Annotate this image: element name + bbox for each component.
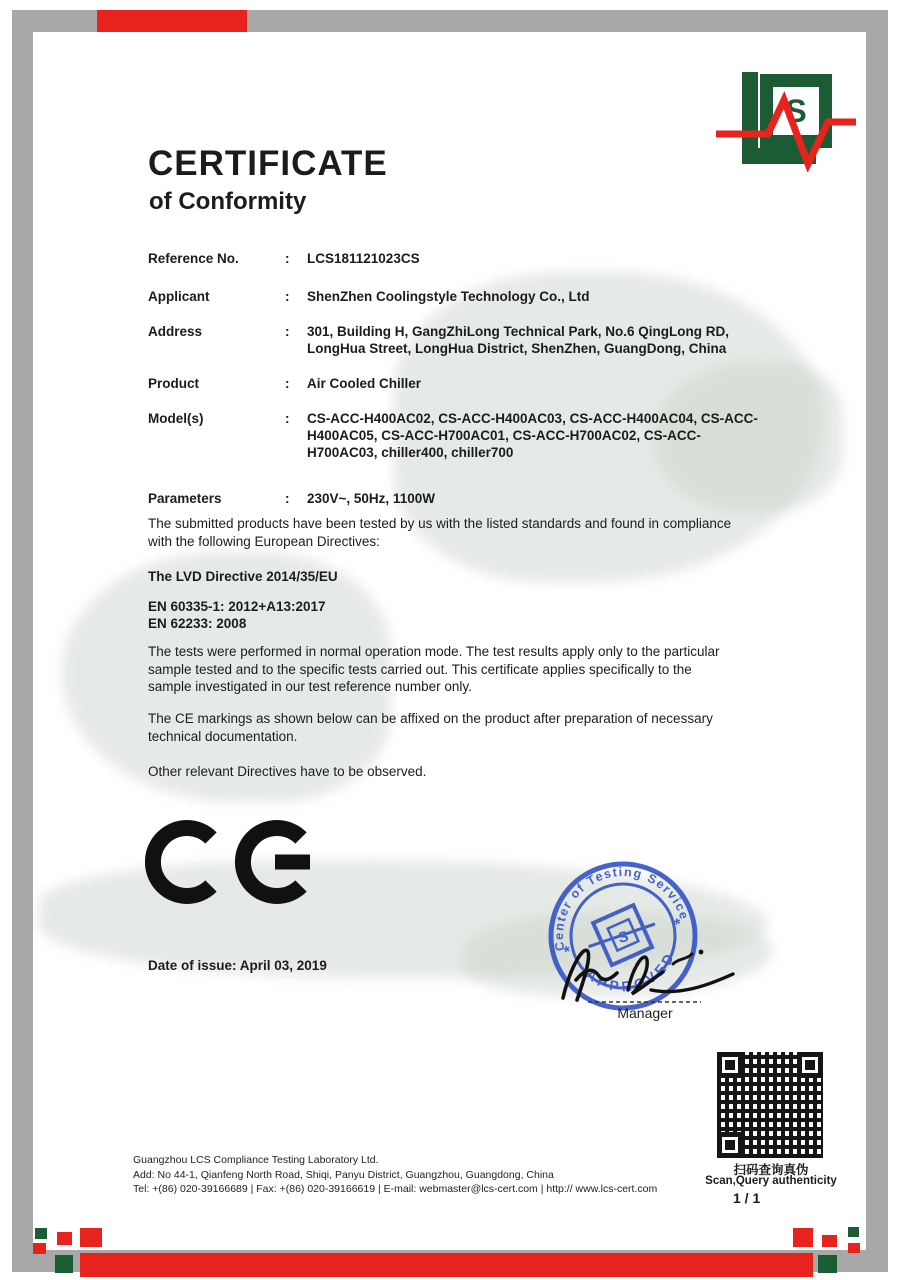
tests-paragraph: The tests were performed in normal operation mode. The test results apply only to the particular sample tested and to the specific tests carried out. This certificate applies specifically to the sample investigated in our test reference number only. (148, 644, 720, 694)
intro-paragraph: The submitted products have been tested by us with the listed standards and found in compliance with the following European Directives: (148, 516, 732, 549)
stamp-star-left: * (562, 943, 573, 962)
field-applicant (148, 288, 768, 305)
field-label: Applicant (148, 289, 210, 304)
issuer-name: Guangzhou LCS Compliance Testing Laboratory Ltd. (133, 1154, 379, 1166)
field-product (148, 375, 768, 392)
deco-square (793, 1228, 813, 1247)
certificate-subtitle: of Conformity (149, 188, 307, 215)
deco-square (33, 1243, 46, 1254)
field-label: Model(s) (148, 411, 204, 426)
issuer-address: Add: No 44-1, Qianfeng North Road, Shiqi, Panyu District, Guangzhou, Guangdong, China (133, 1168, 554, 1181)
field-colon: : (285, 324, 290, 339)
issuer-footer (133, 1153, 657, 1197)
top-red-bar (97, 10, 247, 32)
lcs-logo (716, 72, 856, 177)
ce-mark (145, 810, 355, 919)
deco-square (35, 1228, 47, 1239)
stamp-approved-text: APPROVED (582, 947, 679, 995)
stamp-logo-letter: S (616, 927, 631, 947)
field-label: Address (148, 324, 203, 339)
field-models (148, 410, 768, 461)
logo-letter: S (785, 93, 807, 129)
deco-square (57, 1232, 72, 1245)
field-reference-no (148, 250, 768, 267)
date-of-issue: Date of issue: April 03, 2019 (148, 958, 327, 973)
frame-right (866, 10, 888, 1272)
ce-letter-c (153, 828, 211, 896)
certificate-page (33, 32, 866, 1250)
field-colon: : (285, 376, 290, 391)
deco-square (848, 1227, 859, 1237)
deco-square (80, 1228, 102, 1247)
deco-square (848, 1243, 860, 1253)
other-directives-paragraph: Other relevant Directives have to be observed. (148, 764, 427, 779)
field-value: Air Cooled Chiller (307, 376, 422, 391)
field-value: 230V~, 50Hz, 1100W (307, 491, 435, 506)
field-parameters (148, 490, 768, 507)
qr-caption-chinese: 扫码查询真伪 (733, 1163, 809, 1177)
field-value: 301, Building H, GangZhiLong Technical Park, No.6 QingLong RD, LongHua Street, LongHua District, ShenZhen, GuangDong, China (307, 324, 730, 356)
frame-left (12, 10, 33, 1272)
field-colon: : (285, 491, 290, 506)
signer-title: Manager (617, 1005, 673, 1021)
lvd-directive: The LVD Directive 2014/35/EU (148, 569, 338, 584)
qr-caption-english: Scan,Query authenticity (705, 1175, 837, 1187)
field-label: Parameters (148, 491, 222, 506)
field-colon: : (285, 411, 290, 426)
bottom-red-bar (80, 1253, 813, 1277)
field-label: Product (148, 376, 200, 391)
stamp-star-right: * (672, 915, 684, 934)
field-colon: : (285, 251, 290, 266)
field-value: ShenZhen Coolingstyle Technology Co., Ltd (307, 289, 590, 304)
approval-stamp (533, 848, 748, 1038)
stamp-ring-text: Center of Testing Service (551, 864, 692, 952)
standard-en62233: EN 62233: 2008 (148, 616, 247, 631)
field-label: Reference No. (148, 251, 239, 266)
field-address (148, 323, 768, 357)
field-value: LCS181121023CS (307, 251, 420, 266)
standard-en60335: EN 60335-1: 2012+A13:2017 (148, 599, 326, 614)
certificate-title: CERTIFICATE (148, 144, 388, 183)
issuer-contacts: Tel: +(86) 020-39166689 | Fax: +(86) 020-39166619 | E-mail: webmaster@lcs-cert.com | http:// www.lcs-cert.com (133, 1183, 658, 1195)
qr-finder-top-right (797, 1052, 823, 1078)
qr-finder-top-left (717, 1052, 743, 1078)
qr-code (717, 1052, 823, 1158)
deco-square (818, 1255, 837, 1273)
page-number: 1 / 1 (733, 1190, 761, 1206)
field-value: CS-ACC-H400AC02, CS-ACC-H400AC03, CS-ACC-H400AC04, CS-ACC-H400AC05, CS-ACC-H700AC01, CS-ACC-H700AC02, CS-ACC-H700AC03, chiller400, chiller700 (307, 411, 758, 460)
deco-square (822, 1235, 837, 1247)
ce-markings-paragraph: The CE markings as shown below can be affixed on the product after preparation of necessary technical documentation. (148, 711, 713, 744)
qr-finder-bottom-left (717, 1132, 743, 1158)
field-colon: : (285, 289, 290, 304)
deco-square (55, 1255, 73, 1273)
